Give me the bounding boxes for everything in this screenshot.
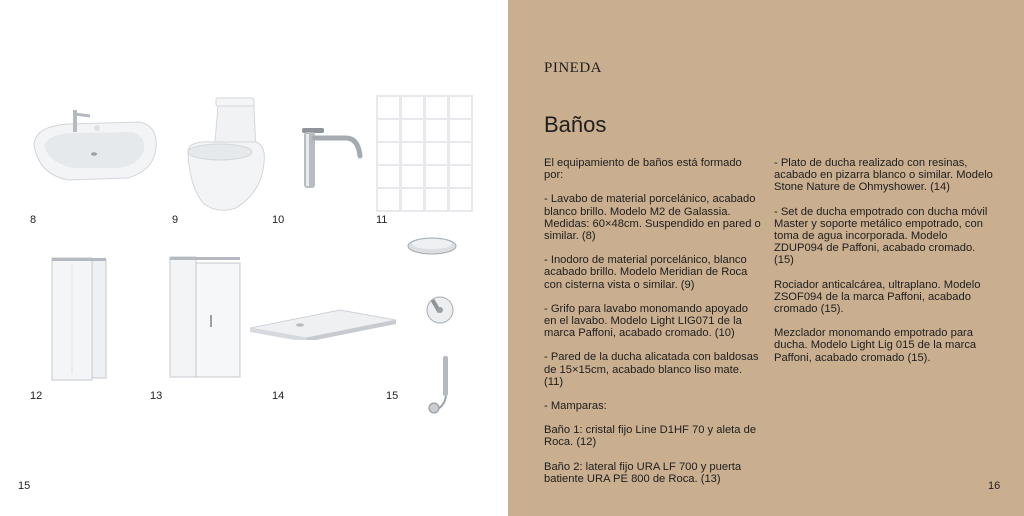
left-page xyxy=(0,0,508,516)
text-column-1 xyxy=(544,157,762,497)
paragraph: Rociador anticalcárea, ultraplano. Modelo ZSOF094 de la marca Paffoni, acabado cromado (15). xyxy=(774,278,981,316)
tile-icon xyxy=(376,95,473,212)
shower-screen-icon xyxy=(48,254,110,382)
paragraph: - Plato de ducha realizado con resinas, acabado en pizarra blanco o similar. Modelo Stone Nature de Ohmyshower. (14) xyxy=(774,157,993,194)
paragraph: - Lavabo de material porcelánico, acabado blanco brillo. Modelo M2 de Galassia. Medidas: 60×48cm. Suspendido en pared o similar. (8) xyxy=(544,193,761,243)
washbasin-icon xyxy=(28,104,160,186)
item-number-12: 12 xyxy=(30,390,43,402)
item-number-15: 15 xyxy=(386,390,399,402)
right-page xyxy=(508,0,1024,516)
page-title: Baños xyxy=(544,112,607,137)
item-number-14: 14 xyxy=(272,390,285,402)
item-number-10: 10 xyxy=(272,214,285,226)
shower-door-icon xyxy=(166,255,244,381)
paragraph: - Set de ducha empotrado con ducha móvil Master y soporte metálico empotrado, con toma de agua incorporada. Modelo ZDUP094 de Paffoni, acabado cromado. (15) xyxy=(774,205,988,267)
shower-set-icon xyxy=(404,236,460,418)
page-number-right: 16 xyxy=(988,480,1001,492)
item-number-9: 9 xyxy=(172,214,179,226)
page-number-left: 15 xyxy=(18,480,31,492)
paragraph: - Mamparas: xyxy=(544,400,607,413)
paragraph: El equipamiento de baños está formado por: xyxy=(544,157,742,182)
paragraph: - Inodoro de material porcelánico, blanco acabado brillo. Modelo Meridian de Roca con cisterna vista o similar. (9) xyxy=(544,254,748,291)
paragraph: - Pared de la ducha alicatada con baldosas de 15×15cm, acabado blanco liso mate. (11) xyxy=(544,351,759,388)
shower-tray-icon xyxy=(248,304,398,340)
paragraph: Baño 2: lateral fijo URA LF 700 y puerta batiente URA PE 800 de Roca. (13) xyxy=(544,460,742,485)
faucet-icon xyxy=(296,122,366,190)
item-number-13: 13 xyxy=(150,390,163,402)
brand-logo: PINEDA xyxy=(544,60,602,76)
item-number-8: 8 xyxy=(30,214,37,226)
text-column-2 xyxy=(774,157,996,376)
paragraph: Baño 1: cristal fijo Line D1HF 70 y aleta de Roca. (12) xyxy=(544,424,757,449)
paragraph: - Grifo para lavabo monomando apoyado en el lavabo. Modelo Light LIG071 de la marca Paffoni, acabado cromado. (10) xyxy=(544,302,748,340)
toilet-icon xyxy=(184,96,268,214)
item-number-11: 11 xyxy=(376,214,388,226)
paragraph: Mezclador monomando empotrado para ducha. Modelo Light Lig 015 de la marca Paffoni, acabado cromado (15). xyxy=(774,327,977,364)
